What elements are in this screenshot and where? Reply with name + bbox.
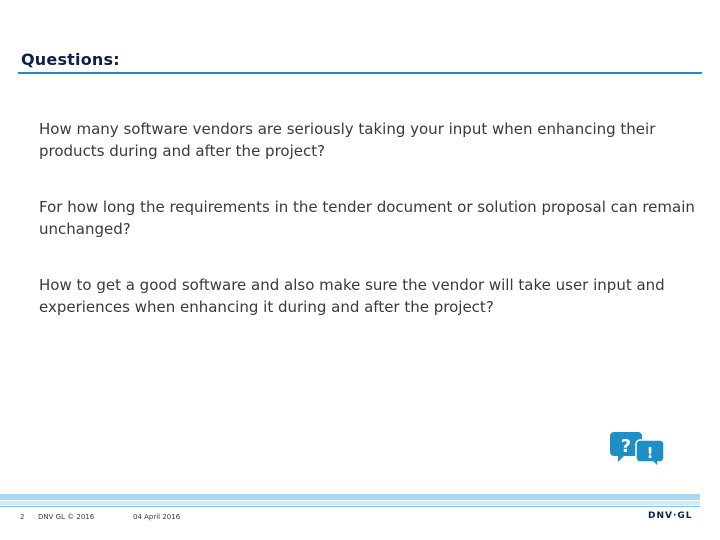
footer-divider [0, 506, 700, 507]
question-list [39, 118, 699, 352]
dnv-gl-logo: DNV·GL [648, 511, 693, 521]
question-item: How to get a good software and also make sure the vendor will take user input and experiences when enhancing it during and after the project? [39, 276, 665, 316]
page-number: 2 [20, 513, 25, 521]
svg-text:?: ? [620, 436, 632, 457]
svg-text:!: ! [646, 444, 654, 462]
question-exclamation-bubbles-icon [610, 428, 670, 468]
question-item: For how long the requirements in the tender document or solution proposal can remain unchanged? [39, 198, 695, 238]
footer-band-light [0, 501, 700, 505]
slide-title: Questions: [21, 50, 120, 69]
footer-band [0, 494, 700, 500]
copyright-notice: DNV GL © 2016 [38, 513, 95, 521]
footer-date: 04 April 2016 [133, 513, 181, 521]
question-item: How many software vendors are seriously taking your input when enhancing their products during and after the project? [39, 120, 656, 160]
title-underline [18, 72, 702, 74]
